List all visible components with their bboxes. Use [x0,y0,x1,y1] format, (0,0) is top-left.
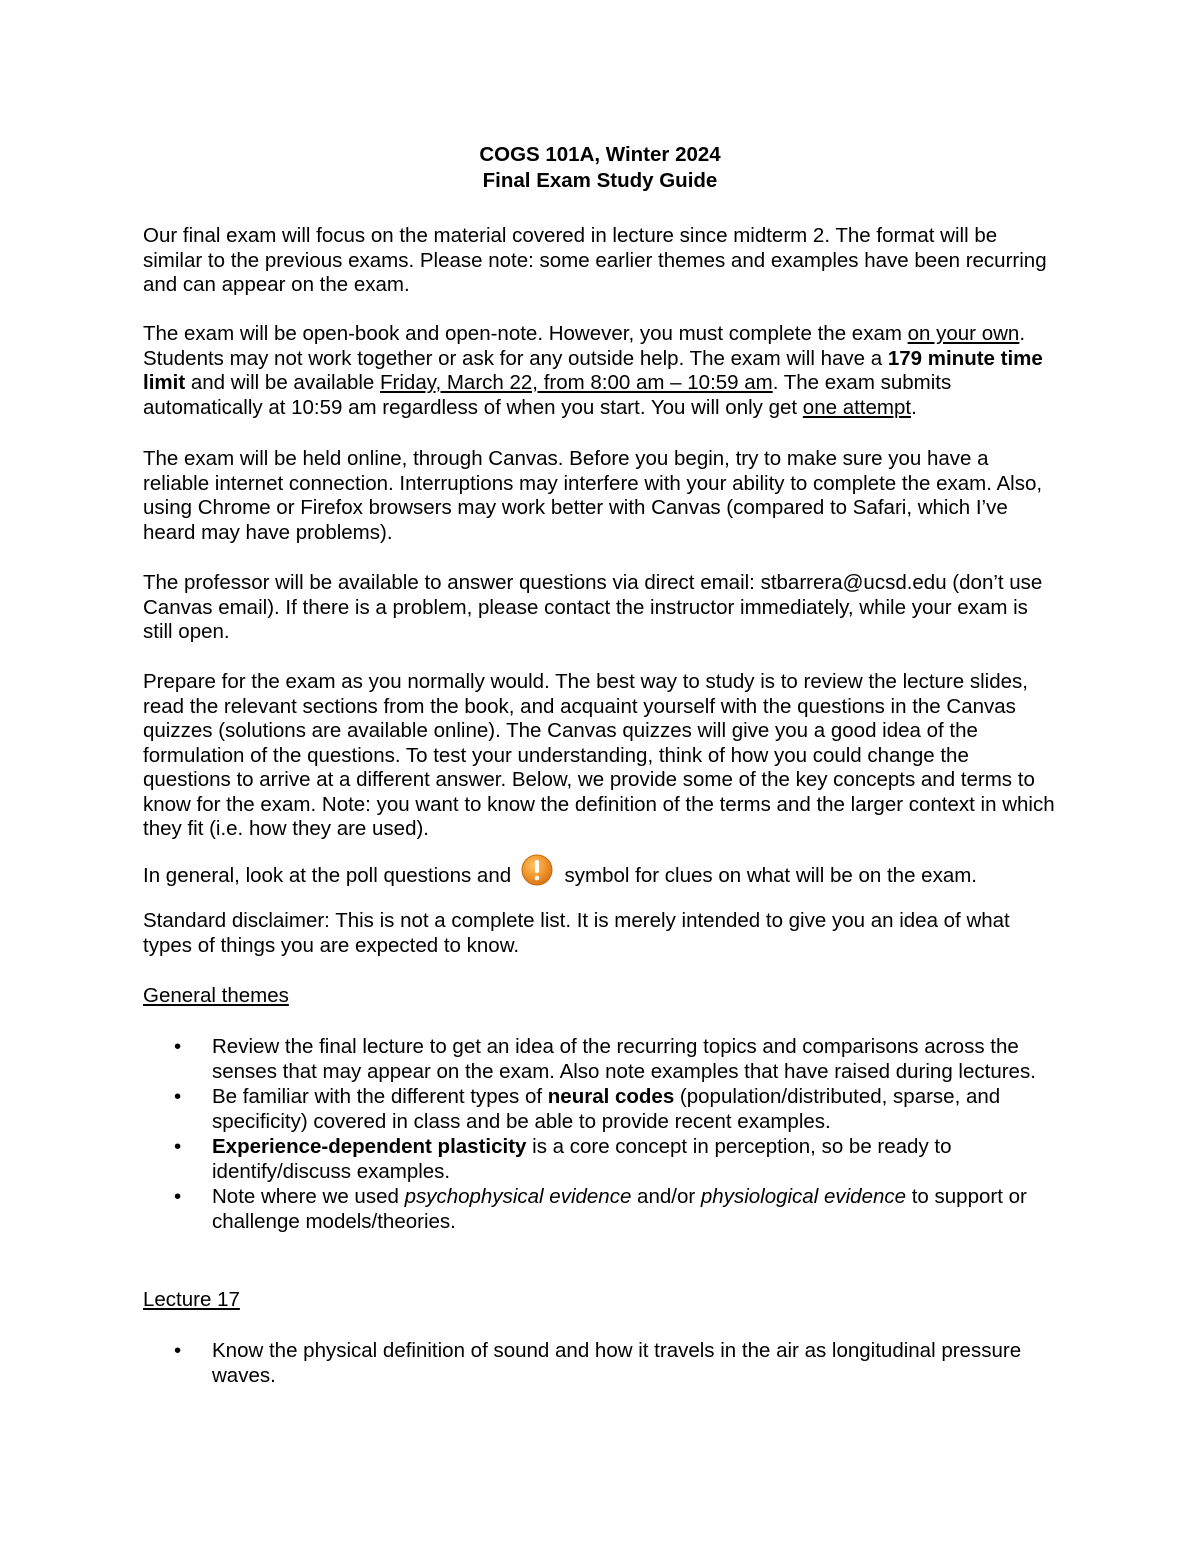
poll-text-before: In general, look at the poll questions and [143,864,517,887]
poll-paragraph [143,854,1058,889]
psychophysical-evidence-emphasis: psychophysical evidence [404,1185,632,1208]
bullet-icon: • [174,1085,182,1108]
exam-date-emphasis: Friday, March 22, from 8:00 am – 10:59 am [380,371,773,394]
list-item-text: and/or [631,1185,701,1208]
exam-format-paragraph [143,322,1058,420]
list-item [143,1338,1058,1388]
list-item [143,1134,1058,1184]
list-item-text: Note where we used [212,1185,405,1208]
physiological-evidence-emphasis: physiological evidence [700,1185,907,1208]
list-item [143,1084,1058,1134]
lecture-17-heading: Lecture 17 [143,1288,240,1311]
disclaimer-paragraph: Standard disclaimer: This is not a complete list. It is merely intended to give you an idea of what types of things you are expected to know. [143,909,1010,957]
plasticity-emphasis: Experience-dependent plasticity [212,1135,527,1158]
professor-paragraph: The professor will be available to answer questions via direct email: stbarrera@ucsd.edu (don’t use Canvas email). If there is a problem, please contact the instructor immediately, while your exam is still open. [143,571,1043,643]
exam-format-text-5: . [911,395,917,419]
lecture-17-list [143,1338,1058,1388]
list-item [143,1034,1058,1084]
course-title: COGS 101A, Winter 2024 [479,143,721,166]
bullet-icon: • [174,1135,182,1158]
time-limit-emphasis: 179 minute time limit [143,346,1043,394]
document-subtitle: Final Exam Study Guide [482,169,718,192]
exam-format-text-1: The exam will be open-book and open-note. However, you must complete the exam [143,322,908,345]
list-item-text: (population/distributed, sparse, and specificity) covered in class and be able to provide recent examples. [212,1085,1001,1133]
prepare-paragraph: Prepare for the exam as you normally would. The best way to study is to review the lecture slides, read the relevant sections from the book, and acquaint yourself with the questions in the Canvas quizzes (solutions are available online). The Canvas quizzes will give you a good idea of the formulation of the questions. To test your understanding, think of how you could change the questions to arrive at a different answer. Below, we provide some of the key concepts and terms to know for the exam. Note: you want to know the definition of the terms and the larger context in which they fit (i.e. how they are used). [143,670,1055,840]
online-paragraph: The exam will be held online, through Canvas. Before you begin, try to make sure you have a reliable internet connection. Interruptions may interfere with your ability to complete the exam. Also, using Chrome or Firefox browsers may work better with Canvas (compared to Safari, which I’ve heard may have problems). [143,447,1043,544]
list-item-text: to support or challenge models/theories. [212,1185,1027,1233]
bullet-icon: • [174,1035,182,1058]
list-item-text: Be familiar with the different types of [212,1085,548,1108]
list-item-text: Review the final lecture to get an idea of the recurring topics and comparisons across the senses that may appear on the exam. Also note examples that have raised during lectures. [212,1035,1036,1083]
exam-format-text-3: and will be available [185,371,381,394]
neural-codes-emphasis: neural codes [547,1085,675,1108]
on-your-own-emphasis: on your own [907,322,1020,345]
bullet-icon: • [174,1185,182,1208]
list-item-text: Know the physical definition of sound and how it travels in the air as longitudinal pressure waves. [212,1339,1022,1387]
list-item [143,1184,1058,1234]
exam-format-text-4: . The exam submits automatically at 10:59 am regardless of when you start. You will only get [143,371,952,419]
general-themes-list [143,1034,1058,1234]
general-themes-heading: General themes [143,984,289,1007]
bullet-icon: • [174,1339,182,1362]
list-item-text: is a core concept in perception, so be ready to identify/discuss examples. [212,1135,952,1183]
exam-format-text-2: . Students may not work together or ask for any outside help. The exam will have a [143,322,1026,370]
one-attempt-emphasis: one attempt [802,395,912,419]
poll-text-after: symbol for clues on what will be on the exam. [558,864,977,887]
alert-icon [521,854,553,886]
title-block [0,142,1200,194]
intro-paragraph: Our final exam will focus on the material covered in lecture since midterm 2. The format will be similar to the previous exams. Please note: some earlier themes and examples have been recurring and can appear on the exam. [143,224,1047,296]
